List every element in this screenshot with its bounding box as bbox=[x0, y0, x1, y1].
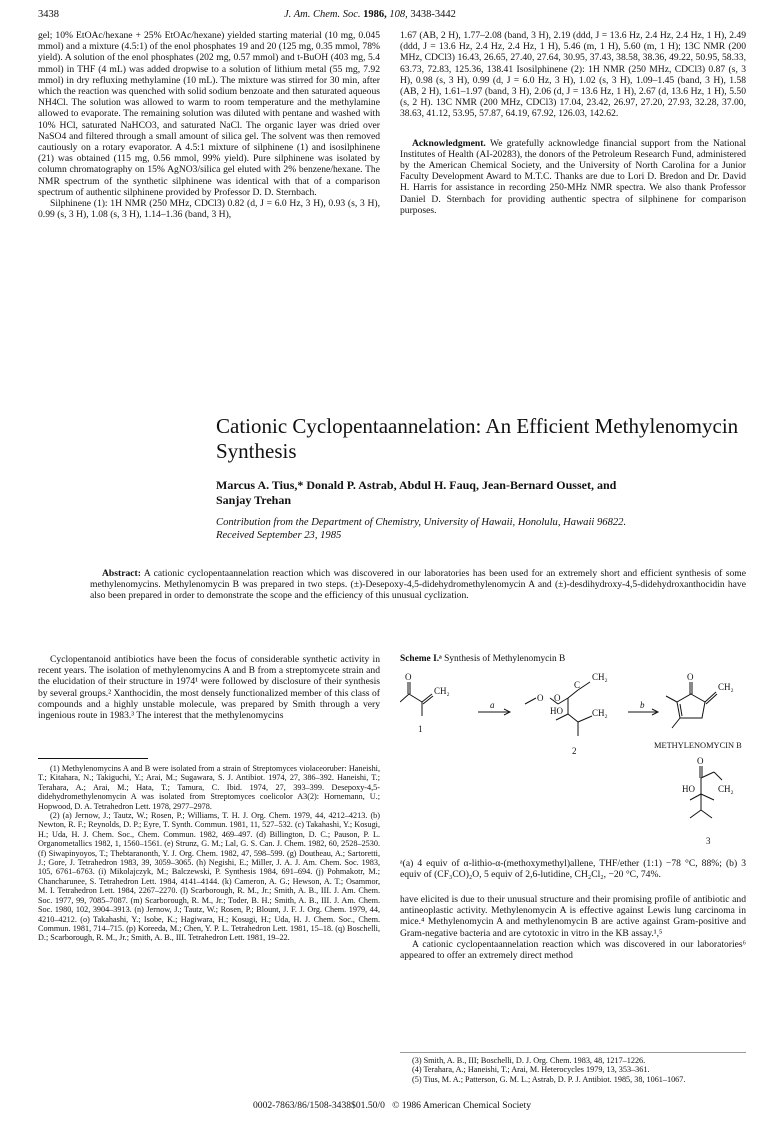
prev-article-silphinene-data: Silphinene (1): 1H NMR (250 MHz, CDCl3) 0.82 (d, J = 6.0 Hz, 3 H), 0.93 (s, 3 H), 0.99 (s, 3 H), 1.08 (s, 3 H), 1.14–1.36 (band, 3 H), bbox=[38, 198, 380, 221]
footnotes-left bbox=[38, 764, 380, 943]
page-number: 3438 bbox=[38, 9, 59, 20]
footer-code: 0002-7863/86/1508-3438$01.50/0 bbox=[252, 1100, 385, 1111]
intro-paragraph: Cyclopentanoid antibiotics have been the focus of considerable synthetic activity in recent years. The isolation of methylenomycins A and B from a streptomycete strain and the elucidation of their structure in 1974¹ were followed by disclosure of their synthesis by several groups.² Xanthocidin, the most densely functionalized member of this class of compounds and a highly unstable molecule, was prepared by Smith through a very ingenious route in 1983.³ The interest that the methylenomycins bbox=[38, 654, 380, 722]
authors-line1: Marcus A. Tius,* Donald P. Astrab, Abdul H. Fauq, Jean-Bernard Ousset, and bbox=[216, 478, 617, 492]
prev-article-experimental: gel; 10% EtOAc/hexane + 25% EtOAc/hexane) yielded starting material (10 mg, 0.045 mmol) and a mixture (4.5:1) of the enol phosphates 19 and 20 (125 mg, 0.35 mmol, 78% yield). A solution of the enol phosphates (202 mg, 0.57 mmol) and t-BuOH (403 mg, 5.4 mmol) in THF (4 mL) was added dropwise to a solution of lithium metal (55 mg, 7.92 mmol) in dry refluxing methylamine (10 mL). The mixture was stirred for 30 min, after which the reaction was quenched with solid sodium benzoate and then saturated aqueous NH4Cl. The solution was allowed to warm to room temperature and the methylamine allowed to evaporate. The remaining solution was diluted with pentane and washed with 10% HCl, saturated NaHCO3, and saturated NaCl. The organic layer was dried over NaSO4 and filtered through a small amount of silica gel. The solvent was then removed cautiously on a rotary evaporator. A 4.5:1 mixture of silphinene (1) and isosilphinene (21) was obtained (115 mg, 0.56 mmol, 99% yield). Pure silphinene was isolated by column chromatography on 15% AgNO3/silica gel eluted with 2% benzene/hexane. The NMR spectrum of the synthetic silphinene was identical with that of a comparison spectrum of authentic silphinene provided by Professor D. D. Sternbach. bbox=[38, 30, 380, 198]
acknowledgment-text: We gratefully acknowledge financial support from the National Institutes of Health (AI-20283), the donors of the Petroleum Research Fund, administered by the American Chemical Society, and the University of North Carolina for a Junior Faculty Development Award to M.T.C. Thanks are due to Lori D. Bredon and Dr. David H. Harris for assistance in recording 250-MHz NMR spectra. We also thank Professor Daniel D. Sternbach for providing authentic spectra of silphinene for comparison purposes. bbox=[400, 137, 747, 216]
page-footer bbox=[0, 1100, 784, 1111]
scheme-footnote: ᵃ(a) 4 equiv of α-lithio-α-(methoxymethyl)allene, THF/ether (1:1) −78 °C, 88%; (b) 3 equiv of (CF₃CO)₂O, 5 equiv of 2,6-lutidine, CH₂Cl₂, −20 °C, 74%. bbox=[400, 858, 746, 881]
intro-column bbox=[38, 654, 380, 721]
right-body-paragraph2: A cationic cyclopentaannelation reaction which was discovered in our laboratories⁶ appeared to offer an extremely direct method bbox=[400, 938, 746, 962]
compound2-ch2-top: CH₂ bbox=[592, 672, 608, 682]
methylenomycin-b-name: METHYLENOMYCIN B bbox=[654, 741, 742, 750]
affiliation-text: Contribution from the Department of Chemistry, University of Hawaii, Honolulu, Hawaii 96822. bbox=[216, 517, 627, 528]
acknowledgment-label: Acknowledgment. bbox=[412, 137, 486, 149]
right-body-column bbox=[400, 894, 746, 961]
scheme-title: Synthesis of Methylenomycin B bbox=[444, 654, 566, 664]
journal-pages: 3438-3442 bbox=[410, 9, 456, 20]
article-authors bbox=[216, 478, 746, 508]
footnote-4: (4) Terahara, A.; Haneishi, T.; Arai, M. Heterocycles 1979, 13, 353–361. bbox=[412, 1065, 650, 1075]
footnote-rule-left bbox=[38, 758, 148, 759]
compound2-ho: HO bbox=[550, 706, 563, 716]
footer-copyright: © 1986 American Chemical Society bbox=[392, 1100, 532, 1111]
right-body-paragraph1: have elicited is due to their unusual structure and their promising profile of antibiotic and antineoplastic activity. Methylenomycin A is effective against Lewis lung carcinoma in mice.⁴ Methylenomycin A and methylenomycin B are active against Gram-positive and Gram-negative bacteria and are cytotoxic in vitro in the KB assay.¹,⁵ bbox=[400, 894, 746, 939]
compound2-label: 2 bbox=[572, 746, 577, 756]
compound3-ho: HO bbox=[682, 784, 695, 794]
methylenomycin-oxygen: O bbox=[687, 672, 694, 682]
footnote-2: (2) (a) Jernow, J.; Tautz, W.; Rosen, P.; Williams, T. H. J. Org. Chem. 1979, 44, 4212–4213. (b) Newton, R. F.; Reynolds, D. P.; Eyre, T. Synth. Commun. 1981, 11, 527–532. (c) Takahashi, Y.; Kosugi, H.; Uda, H. J. Chem. Soc., Chem. Commun. 1982, 469–497. (d) Billington, D. C.; Pauson, P. L. Organometallics 1982, 1, 1560–1561. (e) Strunz, G. M.; Lal, G. S. Can. J. Chem. 1982, 60, 2528–2530. (f) Siwapinyoyos, T.; Thebtaranonth, Y. J. Org. Chem. 1982, 47, 598–599. (g) Doutheau, A.; Sartoretti, J.; Gore, J. Tetrahedron 1983, 39, 3059–3065. (h) Negishi, E.; Miller, J. A. J. Am. Chem. Soc. 1983, 105, 6761–6763. (i) Mikolajczyk, M.; Balczewski, P. Synthesis 1984, 691–694. (j) Pohmakotr, M.; Chancharunee, S. Tetrahedron Lett. 1984, 4141–4144. (k) Cameron, A. G.; Hewson, A. T.; Osammor, M. I. Tetrahedron Lett. 1984, 2267–2270. (l) Scarborough, R. M., Jr.; Smith, A. B., III. J. Am. Chem. Soc. 1977, 99, 7085–7087. (m) Scarborough, R. M., Jr.; Toder, B. H.; Smith, A. B., III. J. Am. Chem. Soc. 1980, 102, 3904–3913. (n) Jernow, J.; Tautz, W.; Rosen, P.; Blount, J. F. J. Org. Chem. 1979, 44, 4210–4212. (o) Takahashi, Y.; Isobe, K.; Hagiwara, H.; Kosugi, H.; Uda, H. J. Chem. Soc., Chem. Commun. 1981, 714–715. (p) Koreeda, M.; Chen, Y. P. L. Tetrahedron Lett. 1981, 15–18. (q) Boschelli, D.; Scarborough, R. M., Jr.; Smith, A. B., III. Tetrahedron Lett. 1981, 19–22. bbox=[38, 811, 380, 943]
abstract-text: A cationic cyclopentaannelation reaction which was discovered in our laboratories has been used for an extremely short and efficient synthesis of some methylenomycins. Methylenomycin B was prepared in two steps. (±)-Desepoxy-4,5-didehydromethylenomycin A and (±)-desdihydroxy-4,5-didehydroxanthocidin have also been prepared in order to demonstrate the scope and the efficiency of this unusual cyclization. bbox=[90, 568, 746, 602]
article-title-line1: Cationic Cyclopentaannelation: An Efficient Methylenomycin bbox=[216, 414, 739, 438]
footnotes-right bbox=[400, 1056, 746, 1084]
footnote-3: (3) Smith, A. B., III; Boschelli, D. J. Org. Chem. 1983, 48, 1217–1226. bbox=[412, 1056, 646, 1065]
article-affiliation bbox=[216, 516, 746, 542]
article-title-line2: Synthesis bbox=[216, 439, 297, 463]
abstract bbox=[90, 568, 746, 602]
footnote-rule-right bbox=[400, 1052, 746, 1053]
prev-article-left-column bbox=[38, 30, 380, 220]
compound2-oxygen2: O bbox=[554, 693, 561, 703]
scheme-structures bbox=[400, 668, 746, 881]
prev-article-right-column bbox=[400, 30, 746, 216]
compound2-oxygen1: O bbox=[537, 693, 544, 703]
scheme-label: Scheme I.ᵃ bbox=[400, 654, 442, 664]
methylenomycin-ch2: CH₂ bbox=[718, 682, 734, 692]
arrow-b-label: b bbox=[640, 700, 645, 710]
footnote-1: (1) Methylenomycins A and B were isolated from a strain of Streptomyces violaceoruber: Haneishi, T.; Kitahara, N.; Takiguchi, Y.; Arai, M.; Sugawara, S. J. Antibiot. 1974, 27, 386–392. Haneishi, T.; Terahara, A.; Arai, M.; Hata, T.; Tamura, C. Ibid. 1974, 27, 393–399. Desepoxy-4,5-didehydromethylenomycin A was isolated from Streptomyces coelicolor A3(2): Hornemann, U.; Hopwood, D. A. Tetrahedron Lett. 1978, 2977–2978. bbox=[38, 764, 380, 811]
journal-volume: 108, bbox=[389, 9, 408, 20]
compound3-oxygen: O bbox=[697, 756, 704, 766]
scheme-1 bbox=[400, 654, 746, 934]
footnote-5: (5) Tius, M. A.; Patterson, G. M. L.; Astrab, D. P. J. Antibiot. 1985, 38, 1061–1067. bbox=[412, 1074, 686, 1084]
article-heading bbox=[216, 414, 746, 542]
running-header bbox=[38, 9, 746, 23]
compound2-ch2-bottom: CH₂ bbox=[592, 708, 608, 718]
journal-name: J. Am. Chem. Soc. bbox=[284, 9, 361, 20]
acknowledgment bbox=[400, 138, 746, 216]
journal-citation bbox=[284, 9, 456, 20]
compound1-ch2: CH₂ bbox=[434, 686, 450, 696]
journal-year: 1986, bbox=[363, 9, 387, 20]
arrow-a-label: a bbox=[490, 700, 495, 710]
received-date: Received September 23, 1985 bbox=[216, 530, 342, 541]
authors-line2: Sanjay Trehan bbox=[216, 493, 292, 507]
abstract-label: Abstract: bbox=[102, 568, 141, 579]
compound1-label: 1 bbox=[418, 724, 423, 734]
compound1-oxygen: O bbox=[405, 672, 412, 682]
scheme-caption bbox=[400, 654, 565, 664]
compound2-allene-c: C bbox=[574, 680, 581, 690]
compound3-ch2: CH₂ bbox=[718, 784, 734, 794]
prev-article-nmr-data: 1.67 (AB, 2 H), 1.77–2.08 (band, 3 H), 2.19 (ddd, J = 13.6 Hz, 2.4 Hz, 2.4 Hz, 1 H), 2.49 (ddd, J = 13.6 Hz, 2.4 Hz, 2.4 Hz, 1 H), 5.46 (m, 1 H), 5.60 (m, 1 H); 13C NMR (200 MHz, CDCl3) 16.43, 26.65, 27.40, 27.64, 30.95, 37.43, 38.58, 38.36, 49.22, 50.95, 58.33, 63.73, 72.83, 125.36, 138.41 Isosilphinene (2): 1H NMR (250 MHz, CDCl3) 0.87 (s, 3 H), 0.98 (s, 3 H), 0.99 (d, J = 6.0 Hz, 3 H), 1.02 (s, 3 H), 1.09–1.45 (band, 3 H), 1.58 (AB, 2 H), 1.61–1.97 (band, 3 H), 2.06 (d, J = 13.6 Hz, 1 H), 2.67 (d, 13.6 Hz, 1 H), 5.50 (s, 2 H). 13C NMR (200 MHz, CDCl3) 17.04, 23.42, 26.97, 27.20, 27.93, 32.28, 37.00, 38.63, 41.12, 53.95, 57.87, 64.19, 67.92, 126.03, 142.62. bbox=[400, 30, 746, 120]
compound3-label: 3 bbox=[706, 836, 711, 846]
article-title bbox=[216, 414, 746, 464]
